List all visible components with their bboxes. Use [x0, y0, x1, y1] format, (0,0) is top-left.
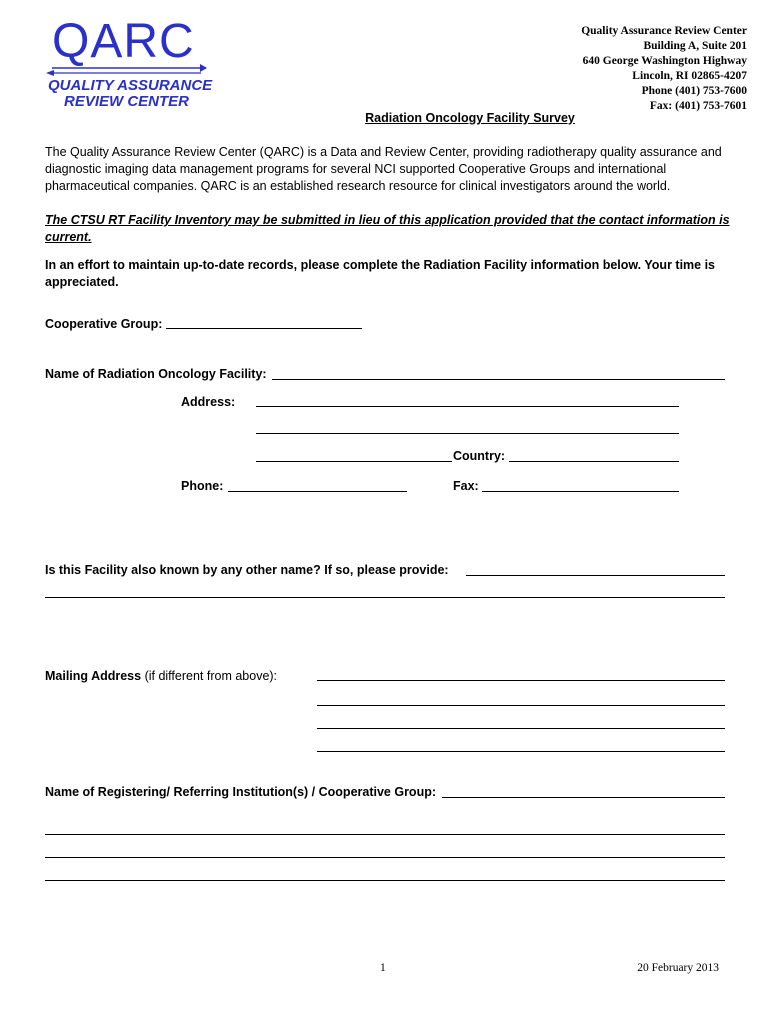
logo-subtitle-line1: QUALITY ASSURANCE [48, 77, 213, 94]
phone-field[interactable] [228, 491, 407, 492]
address-field-2[interactable] [256, 433, 679, 434]
address-line: Quality Assurance Review Center [581, 25, 747, 37]
intro-paragraph: The Quality Assurance Review Center (QARC) is a Data and Review Center, providing radiotherapy quality assurance and diagnostic imaging data management programs for several NCI supported Cooperative Groups and international pharmaceutical companies. QARC is an established research resource for clinical investigators around the world. [45, 145, 722, 193]
registering-institution-label: Name of Registering/ Referring Institution(s) / Cooperative Group: [45, 785, 437, 799]
mailing-address-title: Mailing Address [45, 669, 142, 683]
facility-name-label: Name of Radiation Oncology Facility: [45, 367, 267, 381]
country-field[interactable] [509, 461, 679, 462]
registering-institution-field-2[interactable] [45, 834, 725, 835]
registering-institution-field[interactable] [442, 797, 725, 798]
request-paragraph: In an effort to maintain up-to-date records, please complete the Radiation Facility information below. Your time is appreciated. [45, 258, 716, 289]
qarc-logo-text: QARC [52, 15, 195, 68]
address-line: 640 George Washington Highway [582, 55, 747, 67]
cooperative-group-field[interactable] [166, 328, 362, 329]
country-label: Country: [453, 449, 506, 463]
address-line: Fax: (401) 753-7601 [649, 100, 747, 112]
mailing-address-field-1[interactable] [317, 680, 725, 681]
address-field-1[interactable] [256, 406, 679, 407]
fax-field[interactable] [482, 491, 679, 492]
address-label: Address: [181, 395, 236, 409]
address-line: Phone (401) 753-7600 [641, 85, 747, 97]
page-title: Radiation Oncology Facility Survey [365, 111, 575, 125]
other-name-field-2[interactable] [45, 597, 725, 598]
mailing-address-field-4[interactable] [317, 751, 725, 752]
registering-institution-field-3[interactable] [45, 857, 725, 858]
registering-institution-field-4[interactable] [45, 880, 725, 881]
address-line: Lincoln, RI 02865-4207 [632, 70, 747, 82]
address-block [581, 24, 747, 114]
mailing-address-note: (if different from above): [141, 669, 278, 683]
footer-date: 20 February 2013 [637, 962, 719, 974]
address-line: Building A, Suite 201 [643, 40, 747, 52]
logo-arrow-icon [46, 64, 208, 78]
phone-label: Phone: [181, 479, 224, 493]
mailing-address-label [45, 669, 277, 683]
address-field-3[interactable] [256, 461, 452, 462]
ctsu-notice: The CTSU RT Facility Inventory may be submitted in lieu of this application provided that the contact information is current. [45, 213, 730, 244]
facility-name-field[interactable] [272, 379, 725, 380]
page-number: 1 [380, 962, 386, 974]
mailing-address-field-2[interactable] [317, 705, 725, 706]
mailing-address-field-3[interactable] [317, 728, 725, 729]
logo-subtitle-line2: REVIEW CENTER [64, 93, 190, 110]
other-name-label: Is this Facility also known by any other name? If so, please provide: [45, 563, 449, 577]
other-name-field[interactable] [466, 575, 725, 576]
fax-label: Fax: [453, 479, 479, 493]
cooperative-group-label: Cooperative Group: [45, 317, 163, 331]
